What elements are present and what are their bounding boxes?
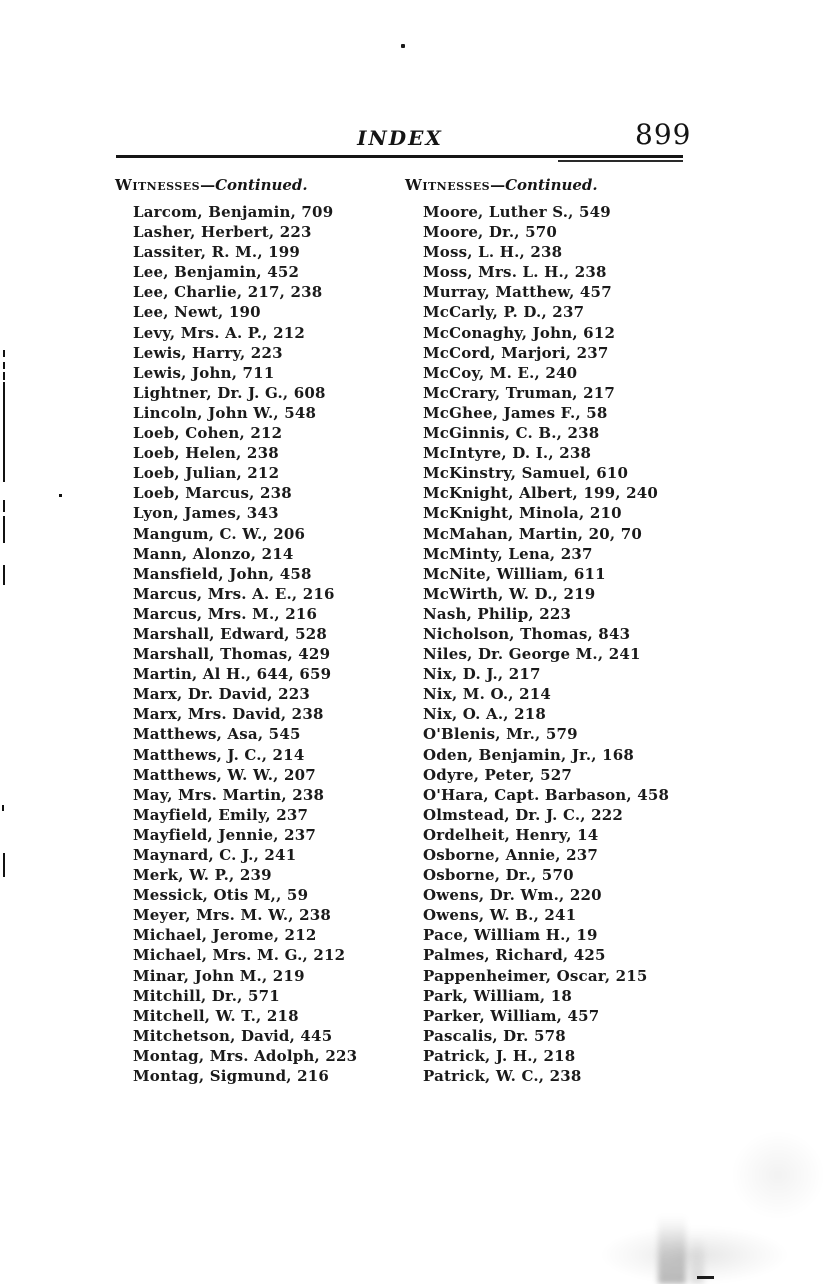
index-entry: Marshall, Thomas, 429 [133, 645, 331, 664]
index-entry: Niles, Dr. George M., 241 [423, 645, 641, 664]
column-heading-smallcaps: Witnesses [115, 176, 201, 194]
index-entry: Marx, Mrs. David, 238 [133, 705, 324, 724]
index-entry: Lee, Benjamin, 452 [133, 263, 300, 282]
index-entry: McCoy, M. E., 240 [423, 363, 578, 382]
index-entry: Oden, Benjamin, Jr., 168 [423, 745, 635, 764]
index-entry: McKinstry, Samuel, 610 [423, 464, 629, 483]
page-title: INDEX [357, 126, 443, 150]
left-margin-artifact [3, 853, 5, 877]
stray-speck [59, 494, 62, 497]
index-entry: Moss, Mrs. L. H., 238 [423, 263, 607, 282]
index-entry: McCrary, Truman, 217 [423, 383, 616, 402]
index-entry: McConaghy, John, 612 [423, 323, 616, 342]
index-entry: McWirth, W. D., 219 [423, 584, 596, 603]
index-entry: Lightner, Dr. J. G., 608 [133, 383, 326, 402]
index-entry: Mann, Alonzo, 214 [133, 544, 294, 563]
index-entry: Patrick, J. H., 218 [423, 1046, 576, 1065]
column-right [405, 176, 735, 1086]
index-entry: Olmstead, Dr. J. C., 222 [423, 805, 624, 824]
index-entry: Osborne, Annie, 237 [423, 846, 599, 864]
column-heading-continued: Continued. [215, 176, 308, 194]
index-entry: Marx, Dr. David, 223 [133, 685, 310, 704]
index-entry: Levy, Mrs. A. P., 212 [133, 323, 305, 342]
index-entry: Lyon, James, 343 [133, 504, 279, 523]
index-entry: Merk, W. P., 239 [133, 866, 272, 885]
index-entry: O'Blenis, Mr., 579 [423, 725, 578, 744]
index-entry: McIntyre, D. I., 238 [423, 444, 592, 463]
header-rule [116, 155, 683, 158]
index-entry: Mitchill, Dr., 571 [133, 986, 280, 1005]
column-heading-left [115, 176, 400, 194]
index-entry: Moore, Luther S., 549 [423, 203, 611, 221]
left-margin-artifact [3, 516, 5, 543]
index-entry: Loeb, Julian, 212 [133, 464, 280, 483]
column-heading-dash: — [490, 176, 506, 194]
corner-dark-mark [697, 1276, 714, 1279]
index-entry: Matthews, W. W., 207 [133, 765, 316, 784]
index-entry: Montag, Mrs. Adolph, 223 [133, 1046, 358, 1065]
top-speck [401, 44, 405, 48]
index-entry: Michael, Jerome, 212 [133, 926, 317, 945]
index-entry: Park, William, 18 [423, 986, 573, 1005]
index-entry: Owens, W. B., 241 [423, 906, 577, 925]
index-entry: Marshall, Edward, 528 [133, 624, 328, 643]
index-entry: Martin, Al H., 644, 659 [133, 665, 332, 684]
page-number: 899 [635, 118, 692, 151]
left-margin-artifact [3, 500, 5, 512]
index-entry: Owens, Dr. Wm., 220 [423, 886, 602, 905]
left-margin-artifact [3, 372, 5, 380]
left-margin-artifact [3, 565, 5, 585]
index-entry: Mansfield, John, 458 [133, 564, 312, 583]
index-entry: Palmes, Richard, 425 [423, 946, 606, 965]
index-entry: Moss, L. H., 238 [423, 243, 563, 262]
index-entry: Maynard, C. J., 241 [133, 846, 297, 864]
index-entry: Mitchell, W. T., 218 [133, 1006, 299, 1025]
index-entry: Mayfield, Emily, 237 [133, 805, 309, 824]
header-rule-fragment [558, 160, 683, 162]
index-entry: Matthews, J. C., 214 [133, 745, 305, 764]
index-entry: McMinty, Lena, 237 [423, 544, 593, 563]
corner-scan-shadow [658, 1215, 686, 1284]
index-entry: Loeb, Cohen, 212 [133, 424, 283, 443]
index-entry: McNite, William, 611 [423, 564, 606, 583]
column-left [115, 176, 400, 1086]
index-entry: Meyer, Mrs. M. W., 238 [133, 906, 331, 925]
left-margin-artifact [3, 362, 5, 369]
index-entry: Lasher, Herbert, 223 [133, 223, 312, 242]
index-entry: Marcus, Mrs. A. E., 216 [133, 584, 335, 603]
index-entry: Pappenheimer, Oscar, 215 [423, 966, 648, 985]
index-entry: Marcus, Mrs. M., 216 [133, 604, 318, 623]
index-entry: May, Mrs. Martin, 238 [133, 785, 325, 804]
index-entry: Moore, Dr., 570 [423, 223, 558, 242]
index-entry: Parker, William, 457 [423, 1006, 600, 1025]
index-entry: Loeb, Marcus, 238 [133, 484, 292, 503]
index-entry: McKnight, Minola, 210 [423, 504, 622, 523]
index-entry: Nix, O. A., 218 [423, 705, 547, 724]
index-entry: McGhee, James F., 58 [423, 403, 608, 422]
index-entry: Larcom, Benjamin, 709 [133, 203, 334, 221]
index-entry: McCarly, P. D., 237 [423, 303, 585, 322]
entry-list-left [115, 202, 400, 1086]
index-entry: McKnight, Albert, 199, 240 [423, 484, 659, 503]
index-entry: Pace, William H., 19 [423, 926, 598, 945]
index-entry: O'Hara, Capt. Barbason, 458 [423, 785, 670, 804]
index-entry: Minar, John M., 219 [133, 966, 305, 985]
index-entry: Lassiter, R. M., 199 [133, 243, 301, 262]
index-entry: Patrick, W. C., 238 [423, 1067, 582, 1086]
index-entry: Mayfield, Jennie, 237 [133, 825, 317, 844]
index-entry: Loeb, Helen, 238 [133, 444, 279, 463]
index-entry: Odyre, Peter, 527 [423, 765, 573, 784]
index-entry: Murray, Matthew, 457 [423, 283, 612, 302]
entry-list-right [405, 202, 735, 1086]
index-entry: Pascalis, Dr. 578 [423, 1026, 566, 1045]
index-entry: Ordelheit, Henry, 14 [423, 825, 599, 844]
corner-scan-shadow [720, 1120, 836, 1230]
index-entry: Messick, Otis M,, 59 [133, 886, 309, 905]
index-entry: Mitchetson, David, 445 [133, 1026, 333, 1045]
index-entry: Mangum, C. W., 206 [133, 524, 306, 543]
index-entry: Nix, D. J., 217 [423, 665, 541, 684]
left-margin-artifact [2, 805, 4, 811]
column-heading-continued: Continued. [505, 176, 598, 194]
column-heading-smallcaps: Witnesses [405, 176, 491, 194]
index-entry: Nicholson, Thomas, 843 [423, 624, 631, 643]
column-heading-dash: — [200, 176, 216, 194]
index-entry: McMahan, Martin, 20, 70 [423, 524, 643, 543]
index-entry: Osborne, Dr., 570 [423, 866, 574, 885]
index-entry: Michael, Mrs. M. G., 212 [133, 946, 346, 965]
left-margin-artifact [3, 382, 5, 482]
index-entry: Matthews, Asa, 545 [133, 725, 301, 744]
index-entry: Montag, Sigmund, 216 [133, 1067, 330, 1086]
index-entry: Lewis, John, 711 [133, 363, 275, 382]
index-entry: McCord, Marjori, 237 [423, 343, 609, 362]
index-entry: McGinnis, C. B., 238 [423, 424, 600, 443]
index-entry: Lincoln, John W., 548 [133, 403, 317, 422]
index-entry: Lewis, Harry, 223 [133, 343, 283, 362]
index-entry: Lee, Newt, 190 [133, 303, 261, 322]
index-entry: Lee, Charlie, 217, 238 [133, 283, 323, 302]
left-margin-artifact [3, 350, 5, 357]
column-heading-right [405, 176, 735, 194]
index-entry: Nash, Philip, 223 [423, 604, 572, 623]
index-entry: Nix, M. O., 214 [423, 685, 552, 704]
